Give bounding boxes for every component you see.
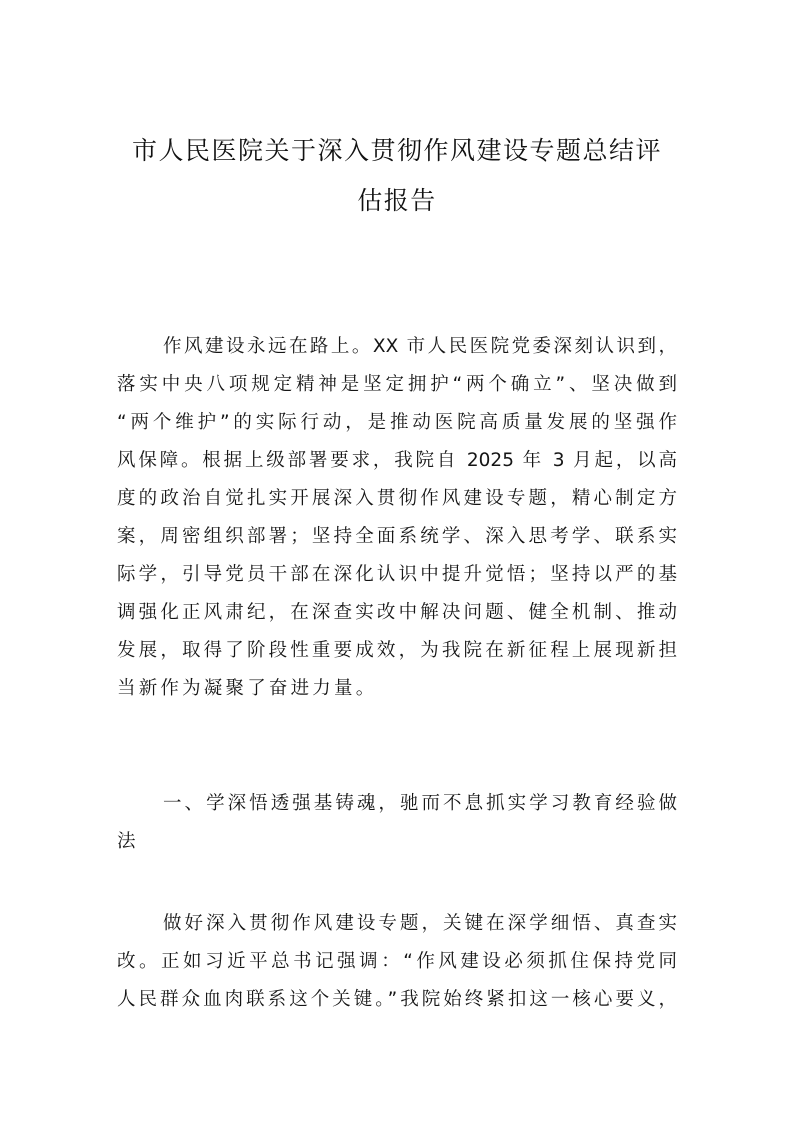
text-line: 改。正如习近平总书记强调：“作风建设必须抓住保持党同: [117, 951, 677, 972]
text-line: 作风建设永远在路上。XX 市人民医院党委深刻认识到，: [163, 336, 677, 357]
title-line-1: 市人民医院关于深入贯彻作风建设专题总结评: [131, 136, 662, 165]
document-title: [117, 126, 677, 226]
text-line: “两个维护”的实际行动，是推动医院高质量发展的坚强作: [117, 412, 677, 433]
paragraph-intro: [117, 328, 677, 708]
text-line: 际学，引导党员干部在深化认识中提升觉悟；坚持以严的基: [117, 564, 677, 585]
text-line: 风保障。根据上级部署要求，我院自 2025 年 3 月起，以高: [117, 450, 677, 471]
text-line: 落实中央八项规定精神是坚定拥护“两个确立”、坚决做到: [117, 374, 677, 395]
text-line: 度的政治自觉扎实开展深入贯彻作风建设专题，精心制定方: [117, 488, 677, 509]
text-line: 案，周密组织部署；坚持全面系统学、深入思考学、联系实: [117, 526, 677, 547]
text-line: 做好深入贯彻作风建设专题，关键在深学细悟、真查实: [163, 913, 677, 934]
heading-line: 一、学深悟透强基铸魂，驰而不息抓实学习教育经验做: [163, 793, 677, 814]
paragraph-section-1: [117, 905, 677, 1019]
text-line: 当新作为凝聚了奋进力量。: [117, 678, 378, 699]
heading-line: 法: [117, 831, 139, 852]
text-line: 人民群众血肉联系这个关键。”我院始终紧扣这一核心要义，: [117, 989, 677, 1010]
section-heading-1: [117, 785, 677, 861]
text-line: 调强化正风肃纪，在深查实改中解决问题、健全机制、推动: [117, 602, 677, 623]
text-line: 发展，取得了阶段性重要成效，为我院在新征程上展现新担: [117, 640, 677, 661]
title-line-2: 估报告: [357, 186, 437, 215]
